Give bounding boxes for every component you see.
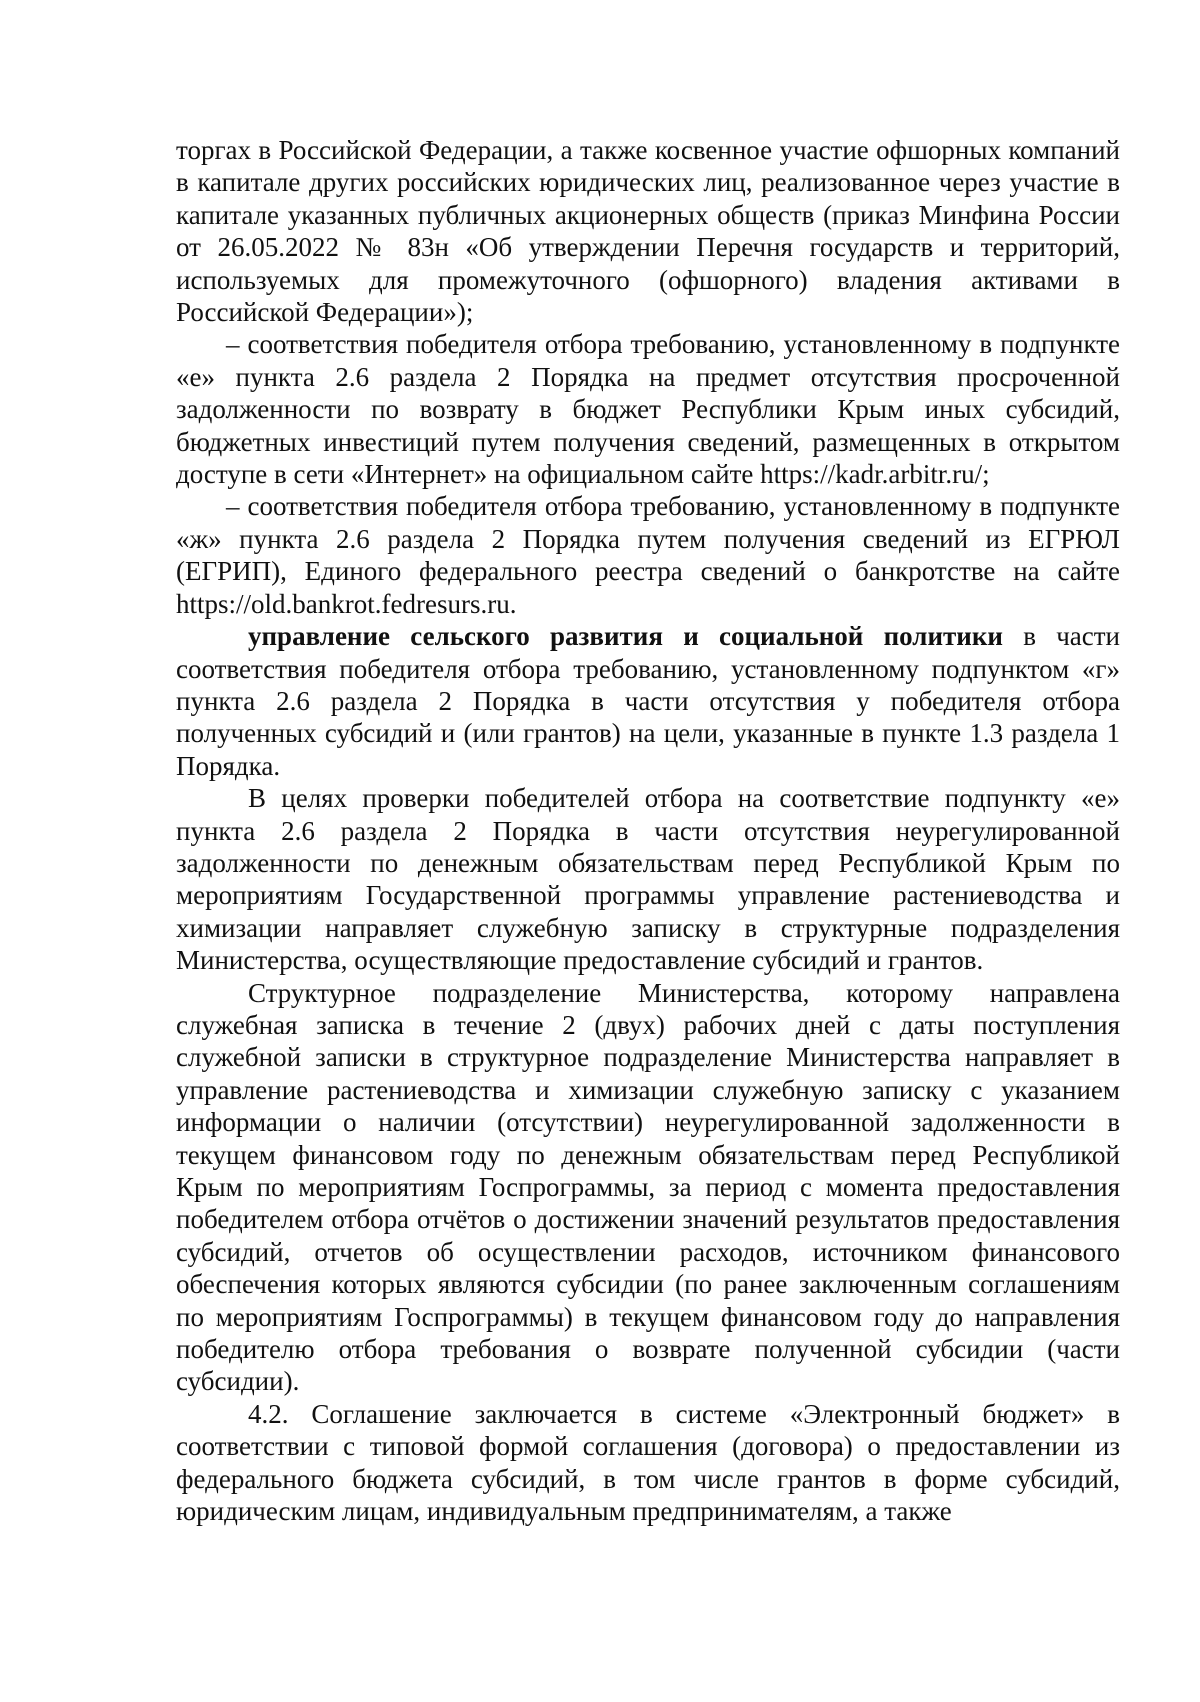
- rural-dept-text: в части соответствия победителя отбора требованию, установленному подпунктом «г» пункта 2.6 раздела 2 Порядка в части отсутствия у победителя отбора полученных субсидий и (или грантов) на цели, указанные в пункте 1.3 раздела 1 Порядка.: [176, 621, 1120, 781]
- paragraph-agreement: 4.2. Соглашение заключается в системе «Электронный бюджет» в соответствии с типовой формой соглашения (договора) о предоставлении из федерального бюджета субсидий, в том числе грантов в форме субсидий, юридическим лицам, индивидуальным предпринимателям, а также: [176, 1398, 1120, 1527]
- paragraph-arbitr-check: – соответствия победителя отбора требованию, установленному в подпункте «е» пункта 2.6 раздела 2 Порядка на предмет отсутствия просроченной задолженности по возврату в бюджет Республики Крым иных субсидий, бюджетных инвестиций путем получения сведений, размещенных в открытом доступе в сети «Интернет» на официальном сайте https://kadr.arbitr.ru/;: [176, 329, 1120, 490]
- paragraph-rural-dept: [176, 620, 1120, 782]
- paragraph-verification: В целях проверки победителей отбора на соответствие подпункту «е» пункта 2.6 раздела 2 Порядка в части отсутствия неурегулированной задолженности по денежным обязательствам перед Республикой Крым по мероприятиям Государственной программы управление растениеводства и химизации направляет служебную записку в структурные подразделения Министерства, осуществляющие предоставление субсидий и грантов.: [176, 783, 1120, 976]
- paragraph-bankrot-check: – соответствия победителя отбора требованию, установленному в подпункте «ж» пункта 2.6 раздела 2 Порядка путем получения сведений из ЕГРЮЛ (ЕГРИП), Единого федерального реестра сведений о банкротстве на сайте https://old.bankrot.fedresurs.ru.: [176, 491, 1120, 619]
- rural-dept-heading: управление сельского развития и социальной политики: [248, 621, 1003, 652]
- paragraph-structural-unit: Структурное подразделение Министерства, которому направлена служебная записка в течение 2 (двух) рабочих дней с даты поступления служебной записки в структурное подразделение Министерства направляет в управление растениеводства и химизации служебную записку с указанием информации о наличии (отсутствии) неурегулированной задолженности в текущем финансовом году по денежным обязательствам перед Республикой Крым по мероприятиям Госпрограммы, за период с момента предоставления победителем отбора отчётов о достижении значений результатов предоставления субсидий, отчетов об осуществлении расходов, источником финансового обеспечения которых являются субсидии (по ранее заключенным соглашениям по мероприятиям Госпрограммы) в текущем финансовом году до направления победителю отбора требования о возврате полученной субсидии (части субсидии).: [176, 977, 1120, 1397]
- document-body: [176, 134, 1120, 1527]
- paragraph-offshore: торгах в Российской Федерации, а также косвенное участие офшорных компаний в капитале других российских юридических лиц, реализованное через участие в капитале указанных публичных акционерных обществ (приказ Минфина России от 26.05.2022 № 83н «Об утверждении Перечня государств и территорий, используемых для промежуточного (офшорного) владения активами в Российской Федерации»);: [176, 135, 1120, 328]
